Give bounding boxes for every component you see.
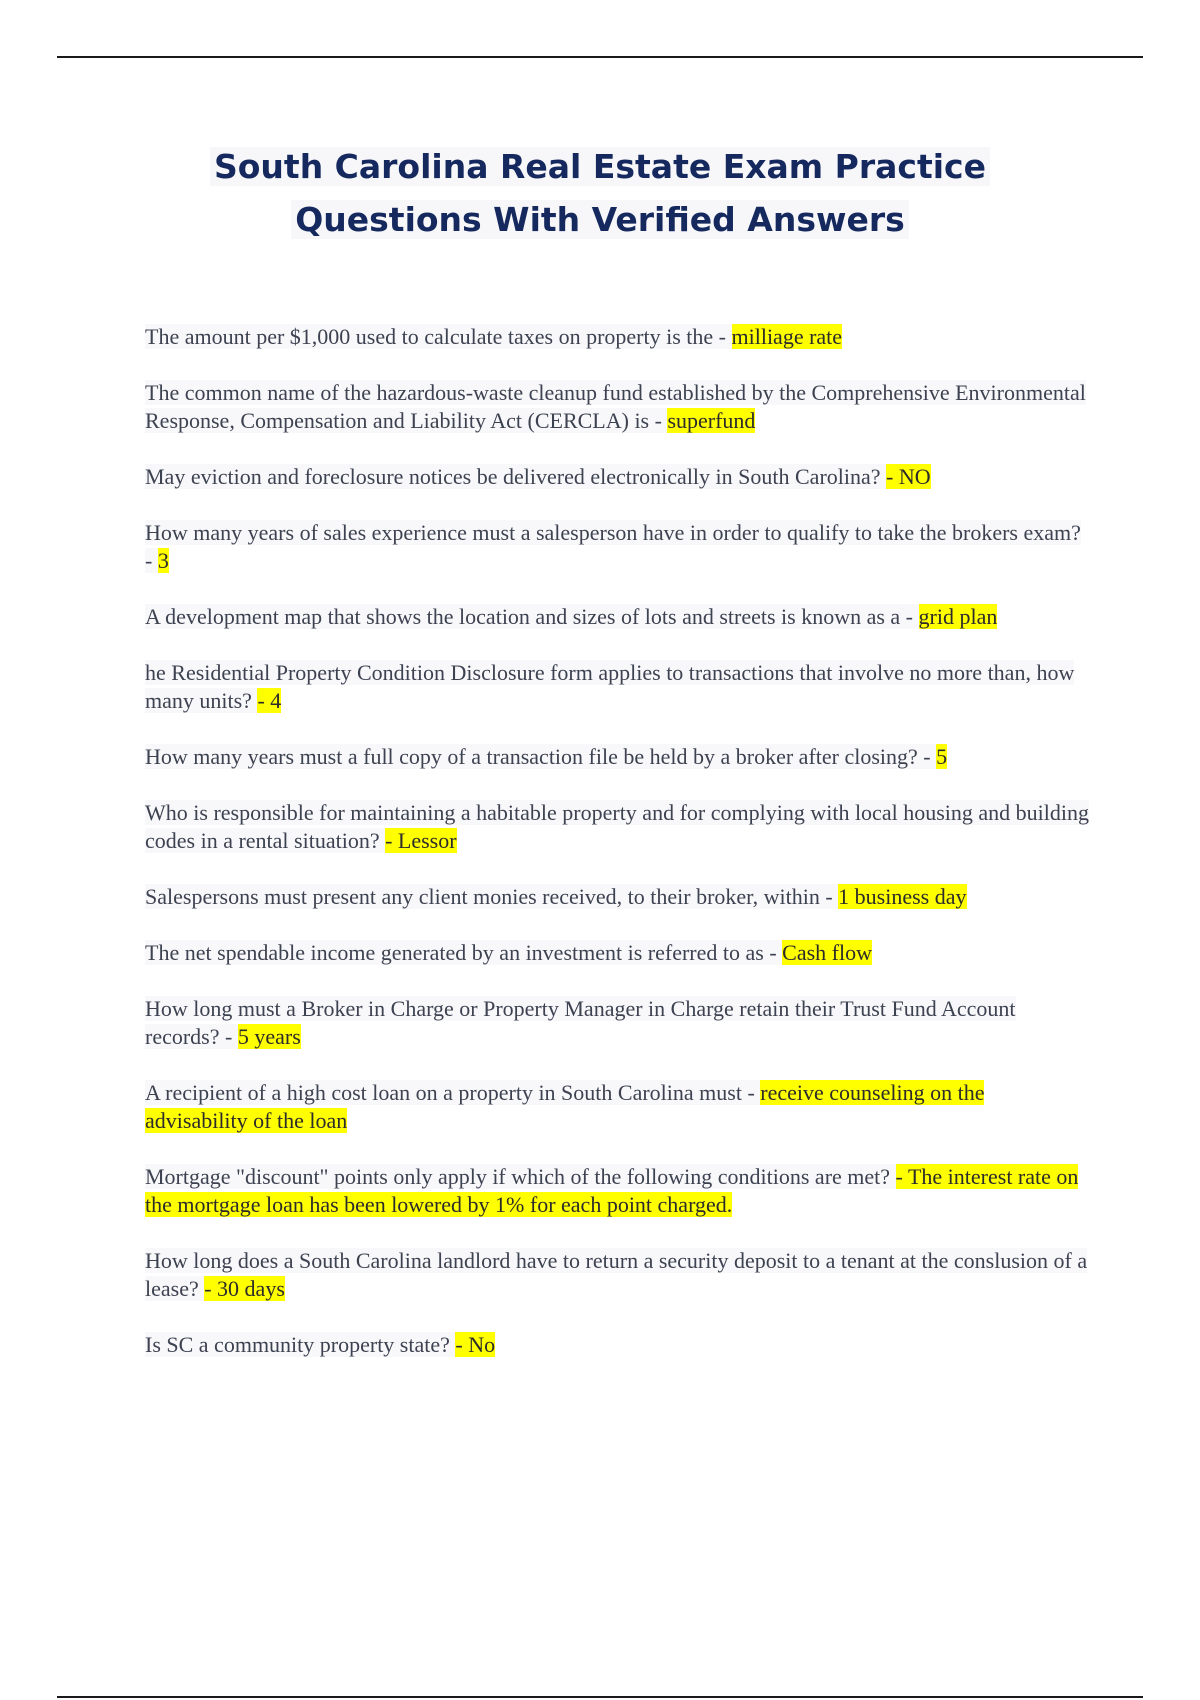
answer-highlight: - The interest rate on the mortgage loan has been lowered by 1% for each point charged. — [145, 1164, 1079, 1217]
answer-highlight: - 4 — [257, 688, 282, 713]
answer-highlight: 1 business day — [838, 884, 967, 909]
qa-item — [145, 1247, 1090, 1303]
top-rule — [57, 56, 1143, 58]
answer-highlight: - No — [455, 1332, 496, 1357]
question-text: A recipient of a high cost loan on a property in South Carolina must - — [145, 1080, 761, 1105]
answer-highlight: milliage rate — [731, 324, 843, 349]
question-text: How many years of sales experience must a salesperson have in order to qualify to take the brokers exam? - — [145, 520, 1081, 573]
qa-item — [145, 799, 1090, 855]
qa-item — [145, 463, 1090, 491]
qa-item — [145, 379, 1090, 435]
question-text: The common name of the hazardous-waste cleanup fund established by the Comprehensive Environmental Response, Compensation and Liability Act (CERCLA) is - — [145, 380, 1086, 433]
answer-highlight: superfund — [667, 408, 756, 433]
answer-highlight: receive counseling on the advisability of the loan — [145, 1080, 985, 1133]
answer-highlight: - Lessor — [385, 828, 457, 853]
question-text: A development map that shows the location and sizes of lots and streets is known as a - — [145, 604, 919, 629]
title-line-1: South Carolina Real Estate Exam Practice — [210, 147, 990, 186]
qa-item — [145, 519, 1090, 575]
answer-highlight: - NO — [886, 464, 931, 489]
qa-item — [145, 883, 1090, 911]
qa-item — [145, 1331, 1090, 1359]
answer-highlight: - 30 days — [204, 1276, 285, 1301]
question-text: Who is responsible for maintaining a habitable property and for complying with local housing and building codes in a rental situation? — [145, 800, 1089, 853]
title-line-2: Questions With Verified Answers — [291, 200, 909, 239]
question-text: Is SC a community property state? — [145, 1332, 456, 1357]
qa-item — [145, 743, 1090, 771]
qa-item — [145, 1079, 1090, 1135]
qa-list — [145, 323, 1090, 1387]
qa-item — [145, 939, 1090, 967]
question-text: How long must a Broker in Charge or Property Manager in Charge retain their Trust Fund Account records? - — [145, 996, 1016, 1049]
question-text: How many years must a full copy of a transaction file be held by a broker after closing? - — [145, 744, 937, 769]
question-text: Mortgage "discount" points only apply if which of the following conditions are met? — [145, 1164, 896, 1189]
bottom-rule — [57, 1696, 1143, 1698]
answer-highlight: grid plan — [918, 604, 998, 629]
question-text: Salespersons must present any client monies received, to their broker, within - — [145, 884, 839, 909]
answer-highlight: 5 — [936, 744, 948, 769]
document-title — [0, 140, 1200, 246]
qa-item — [145, 1163, 1090, 1219]
qa-item — [145, 995, 1090, 1051]
question-text: How long does a South Carolina landlord have to return a security deposit to a tenant at the conslusion of a lease? — [145, 1248, 1088, 1301]
qa-item — [145, 659, 1090, 715]
question-text: The net spendable income generated by an investment is referred to as - — [145, 940, 783, 965]
qa-item — [145, 603, 1090, 631]
question-text: he Residential Property Condition Disclosure form applies to transactions that involve no more than, how many units? — [145, 660, 1075, 713]
answer-highlight: 5 years — [237, 1024, 301, 1049]
question-text: The amount per $1,000 used to calculate taxes on property is the - — [145, 324, 732, 349]
answer-highlight: Cash flow — [782, 940, 872, 965]
question-text: May eviction and foreclosure notices be delivered electronically in South Carolina? — [145, 464, 887, 489]
answer-highlight: 3 — [157, 548, 169, 573]
qa-item — [145, 323, 1090, 351]
